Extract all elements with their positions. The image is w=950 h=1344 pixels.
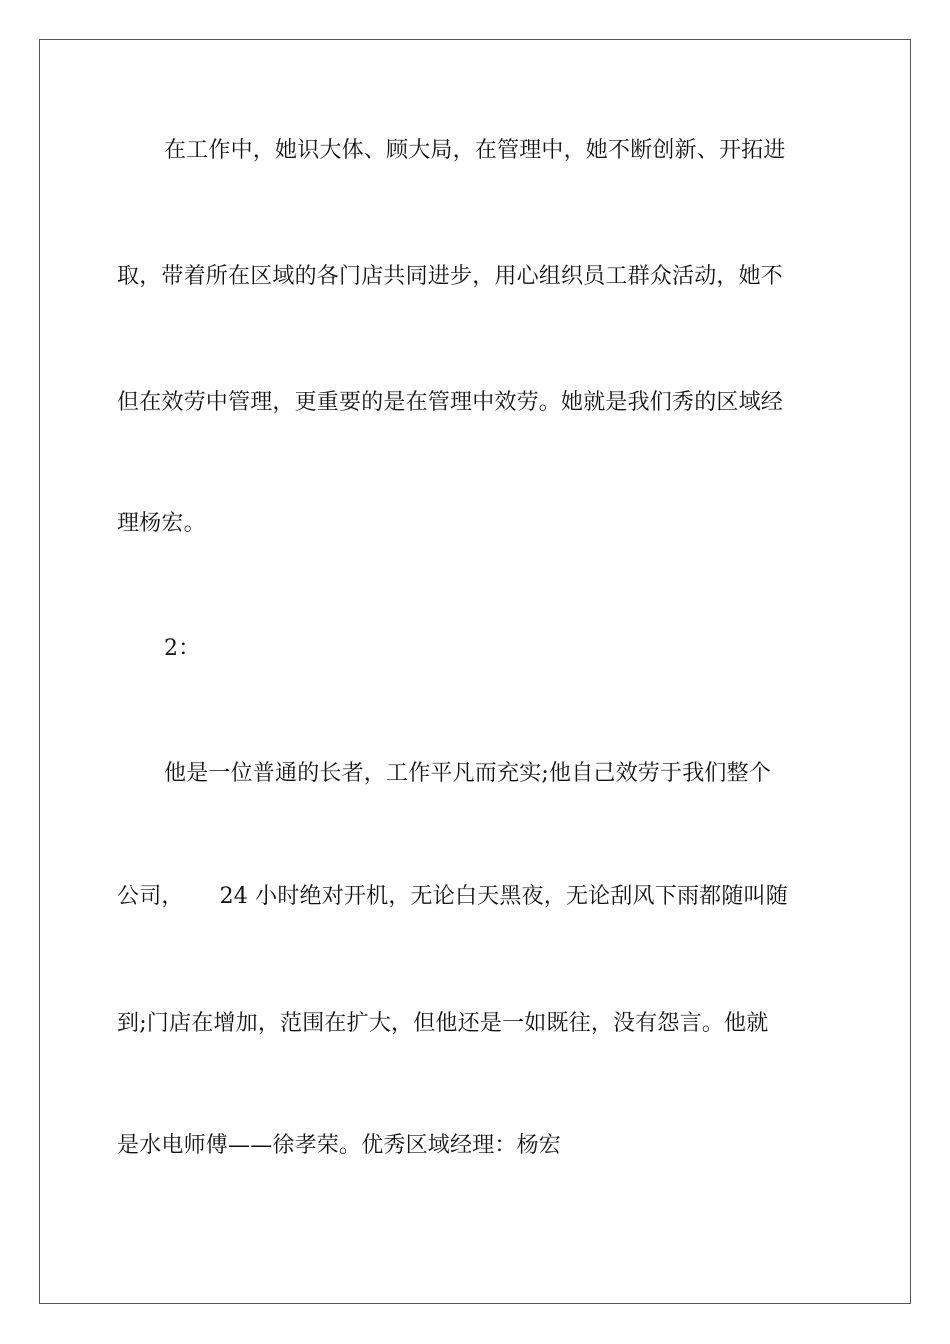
paragraph-1-line-3: 但在效劳中管理，更重要的是在管理中效劳。她就是我们秀的区域经 bbox=[117, 390, 784, 415]
section-number: 2： bbox=[164, 636, 201, 661]
page-border bbox=[39, 39, 911, 1304]
paragraph-1-line-4: 理杨宏。 bbox=[117, 511, 206, 536]
paragraph-1-line-2: 取，带着所在区域的各门店共同进步，用心组织员工群众活动，她不 bbox=[117, 264, 784, 289]
paragraph-2-line-1: 他是一位普通的长者，工作平凡而充实;他自己效劳于我们整个 bbox=[164, 761, 772, 786]
paragraph-2-line-3: 到;门店在增加，范围在扩大，但他还是一如既往，没有怨言。他就 bbox=[117, 1011, 769, 1036]
paragraph-2-line-2: 公司， 24 小时绝对开机，无论白天黑夜，无论刮风下雨都随叫随 bbox=[117, 884, 788, 909]
paragraph-2-line-4: 是水电师傅——徐孝荣。优秀区域经理：杨宏 bbox=[117, 1133, 562, 1158]
paragraph-1-line-1: 在工作中，她识大体、顾大局，在管理中，她不断创新、开拓进 bbox=[164, 138, 786, 163]
